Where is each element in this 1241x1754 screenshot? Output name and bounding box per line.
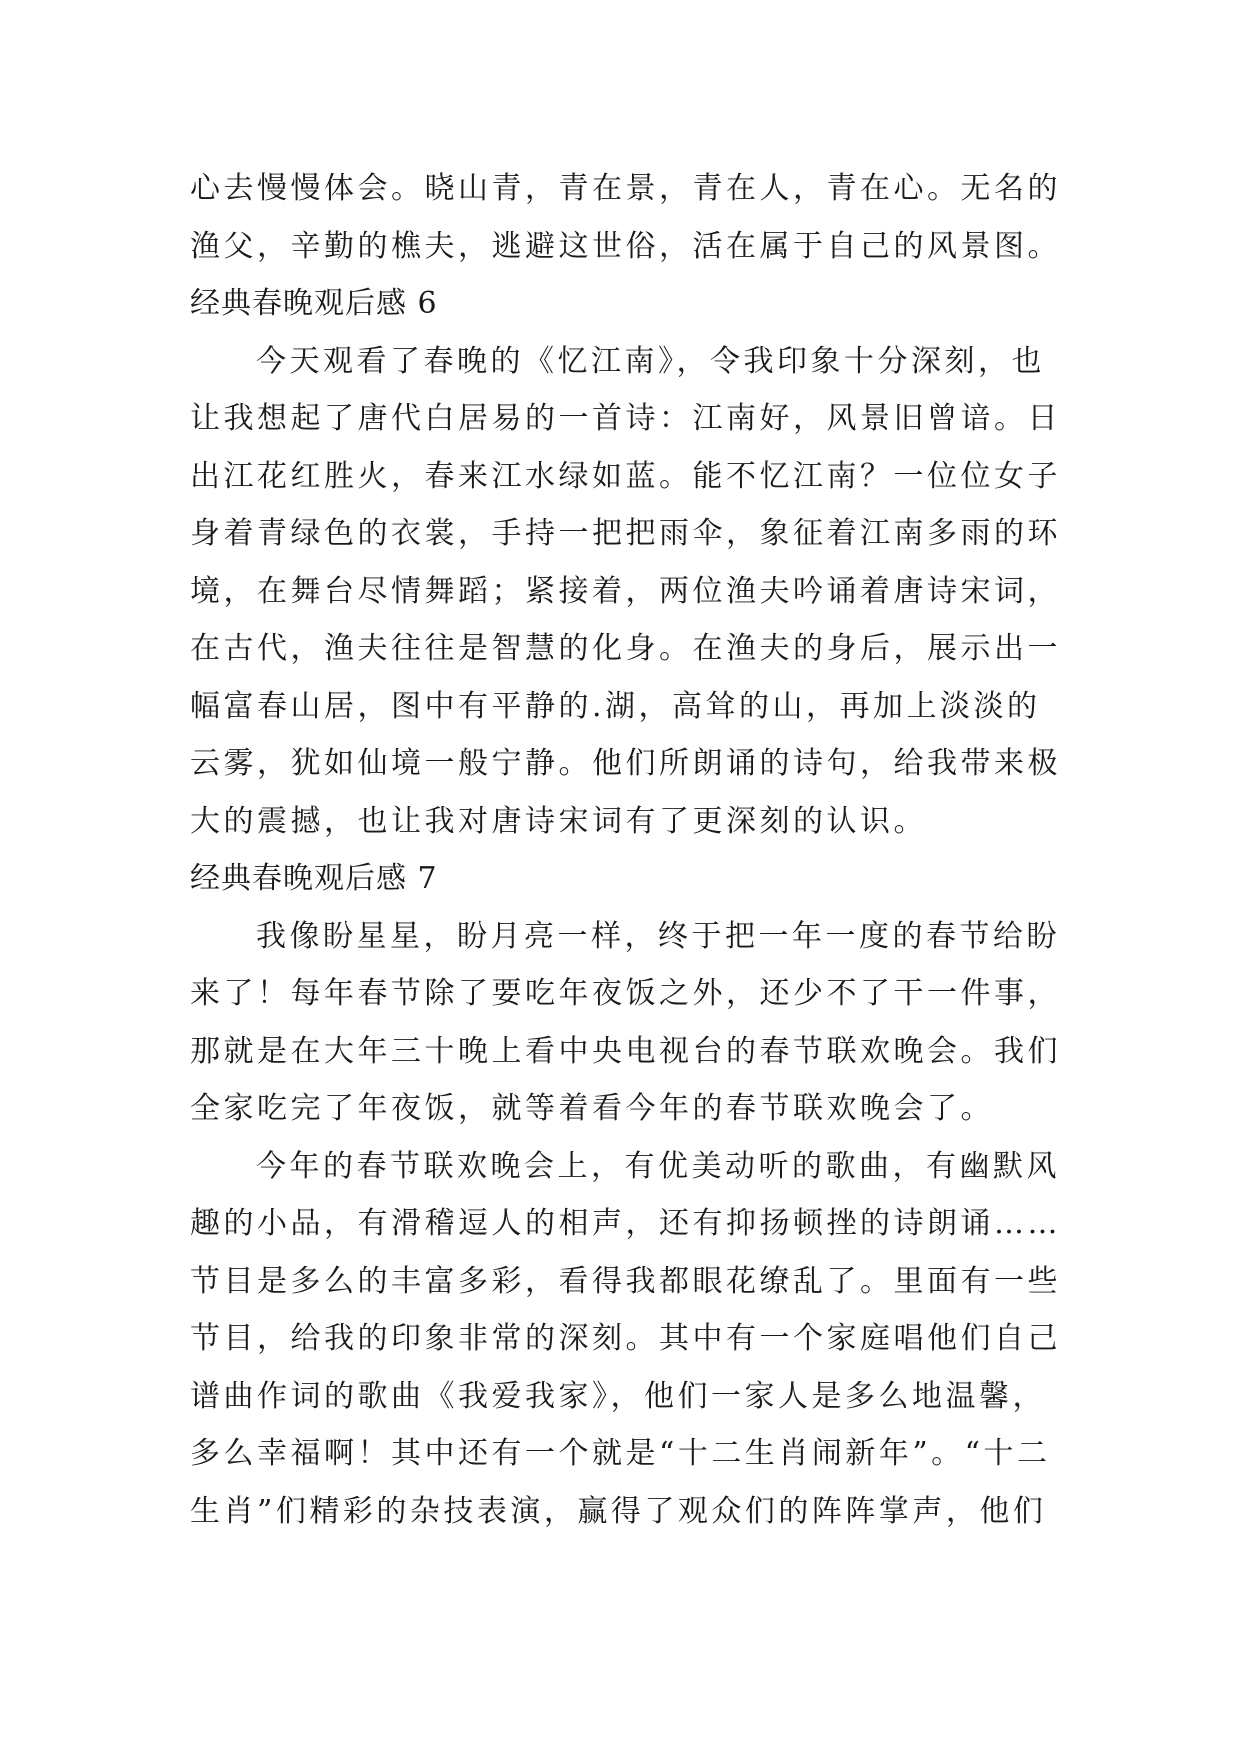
body-line: 身着青绿色的衣裳，手持一把把雨伞，象征着江南多雨的环 [190, 516, 1061, 551]
body-line: 多么幸福啊！其中还有一个就是“十二生肖闹新年”。“十二 [190, 1436, 1051, 1471]
body-line: 生肖”们精彩的杂技表演，赢得了观众们的阵阵掌声，他们 [190, 1493, 1047, 1529]
body-line: 节目，给我的印象非常的深刻。其中有一个家庭唱他们自己 [190, 1321, 1061, 1356]
body-line: 趣的小品，有滑稽逗人的相声，还有抑扬顿挫的诗朗诵…… [190, 1206, 1061, 1241]
paragraph-first-line: 我像盼星星，盼月亮一样，终于把一年一度的春节给盼 [256, 918, 1060, 954]
body-line: 在古代，渔夫往往是智慧的化身。在渔夫的身后，展示出一 [190, 631, 1061, 666]
section-heading-6: 经典春晚观后感 6 [190, 286, 438, 321]
body-line: 谱曲作词的歌曲《我爱我家》，他们一家人是多么地温馨， [190, 1378, 1046, 1414]
paragraph-first-line: 今天观看了春晚的《忆江南》，令我印象十分深刻，也 [256, 343, 1045, 379]
body-line: 那就是在大年三十晚上看中央电视台的春节联欢晚会。我们 [190, 1033, 1061, 1069]
body-line: 境，在舞台尽情舞蹈；紧接着，两位渔夫吟诵着唐诗宋词， [190, 573, 1061, 609]
document-page [190, 160, 1070, 1540]
body-line: 大的震撼，也让我对唐诗宋词有了更深刻的认识。 [190, 803, 927, 839]
paragraph-first-line: 今年的春节联欢晚会上，有优美动听的歌曲，有幽默风 [256, 1148, 1060, 1184]
body-line: 出江花红胜火，春来江水绿如蓝。能不忆江南？一位位女子 [190, 458, 1061, 494]
body-line: 渔父，辛勤的樵夫，逃避这世俗，活在属于自己的风景图。 [190, 228, 1061, 264]
body-line: 全家吃完了年夜饭，就等着看今年的春节联欢晚会了。 [190, 1091, 994, 1126]
body-line: 来了！每年春节除了要吃年夜饭之外，还少不了干一件事， [190, 976, 1061, 1011]
body-line: 节目是多么的丰富多彩，看得我都眼花缭乱了。里面有一些 [190, 1263, 1061, 1299]
body-line: 让我想起了唐代白居易的一首诗：江南好，风景旧曾谙。日 [190, 401, 1061, 436]
body-line: 幅富春山居，图中有平静的.湖，高耸的山，再加上淡淡的 [190, 688, 1041, 724]
section-heading-7: 经典春晚观后感 7 [190, 861, 438, 896]
body-line: 云雾，犹如仙境一般宁静。他们所朗诵的诗句，给我带来极 [190, 746, 1061, 781]
body-line: 心去慢慢体会。晓山青，青在景，青在人，青在心。无名的 [190, 171, 1061, 206]
